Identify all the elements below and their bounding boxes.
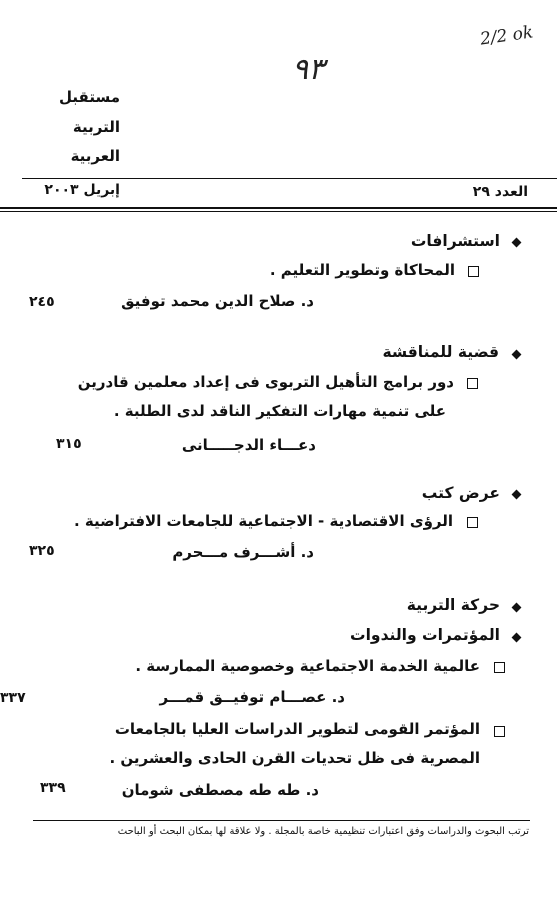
checkbox-icon (494, 726, 505, 737)
entry-author: د. طه طه مصطفى شومان (121, 781, 319, 799)
entry-author: د. صلاح الدين محمد توفيق (121, 292, 314, 310)
issue-bottom-rule-thick (0, 207, 557, 209)
entry-title-line: الرؤى الاقتصادية - الاجتماعية للجامعات الافتراضية . (73, 512, 453, 530)
issue-top-rule (22, 178, 557, 179)
section-bullet-icon (512, 350, 522, 360)
issue-number: العدد ٢٩ (472, 184, 528, 200)
entry-page: ٣١٥ (56, 436, 82, 452)
section-title: حركة التربية (406, 596, 500, 614)
entry-page: ٢٤٥ (29, 294, 55, 310)
checkbox-icon (467, 378, 478, 389)
section-title: عرض كتب (421, 484, 500, 502)
section-subtitle: المؤتمرات والندوات (350, 626, 500, 644)
entry-author: دعـــاء الدجـــــانى (181, 436, 316, 454)
entry-author: د. عصـــام توفيــق قمـــر (159, 688, 345, 706)
checkbox-icon (468, 266, 479, 277)
checkbox-icon (494, 662, 505, 673)
entry-author: د. أشـــرف مـــحرم (172, 543, 314, 561)
masthead-line-1: مستقبل (59, 88, 120, 106)
masthead-line-3: العربية (70, 147, 120, 165)
section-bullet-icon (512, 238, 522, 248)
entry-title-line: المؤتمر القومى لتطوير الدراسات العليا بالجامعات (114, 720, 480, 738)
footer-rule (33, 820, 530, 821)
entry-page: ٣٣٩ (40, 780, 66, 796)
entry-title-line: على تنمية مهارات التفكير الناقد لدى الطلبة . (113, 402, 446, 420)
section-title: قضية للمناقشة (382, 343, 499, 361)
section-bullet-icon (512, 633, 522, 643)
entry-title-line: المحاكاة وتطوير التعليم . (269, 261, 455, 279)
entry-title-line: المصرية فى ظل تحديات القرن الحادى والعشرين . (109, 749, 480, 767)
entry-page: ٣٢٥ (29, 543, 55, 559)
footer-note: ترتب البحوث والدراسات وفق اعتبارات تنظيمية خاصة بالمجلة . ولا علاقة لها بمكان البحث أو الباحث (117, 826, 529, 837)
entry-page: ٣٣٧ (0, 690, 26, 706)
entry-title-line: دور برامج التأهيل التربوى فى إعداد معلمين قادرين (77, 373, 454, 391)
section-bullet-icon (512, 490, 522, 500)
issue-bottom-rule-thin (0, 211, 557, 212)
entry-title-line: عالمية الخدمة الاجتماعية وخصوصية الممارسة . (135, 657, 480, 675)
checkbox-icon (467, 517, 478, 528)
masthead-line-2: التربية (72, 118, 120, 136)
section-bullet-icon (512, 603, 522, 613)
handwritten-check-mark: 2/2 ok (478, 22, 535, 50)
handwritten-page-number: ٩٣ (292, 52, 325, 87)
issue-date: إبريل ٢٠٠٣ (44, 182, 120, 198)
section-title: استشرافات (410, 232, 500, 250)
